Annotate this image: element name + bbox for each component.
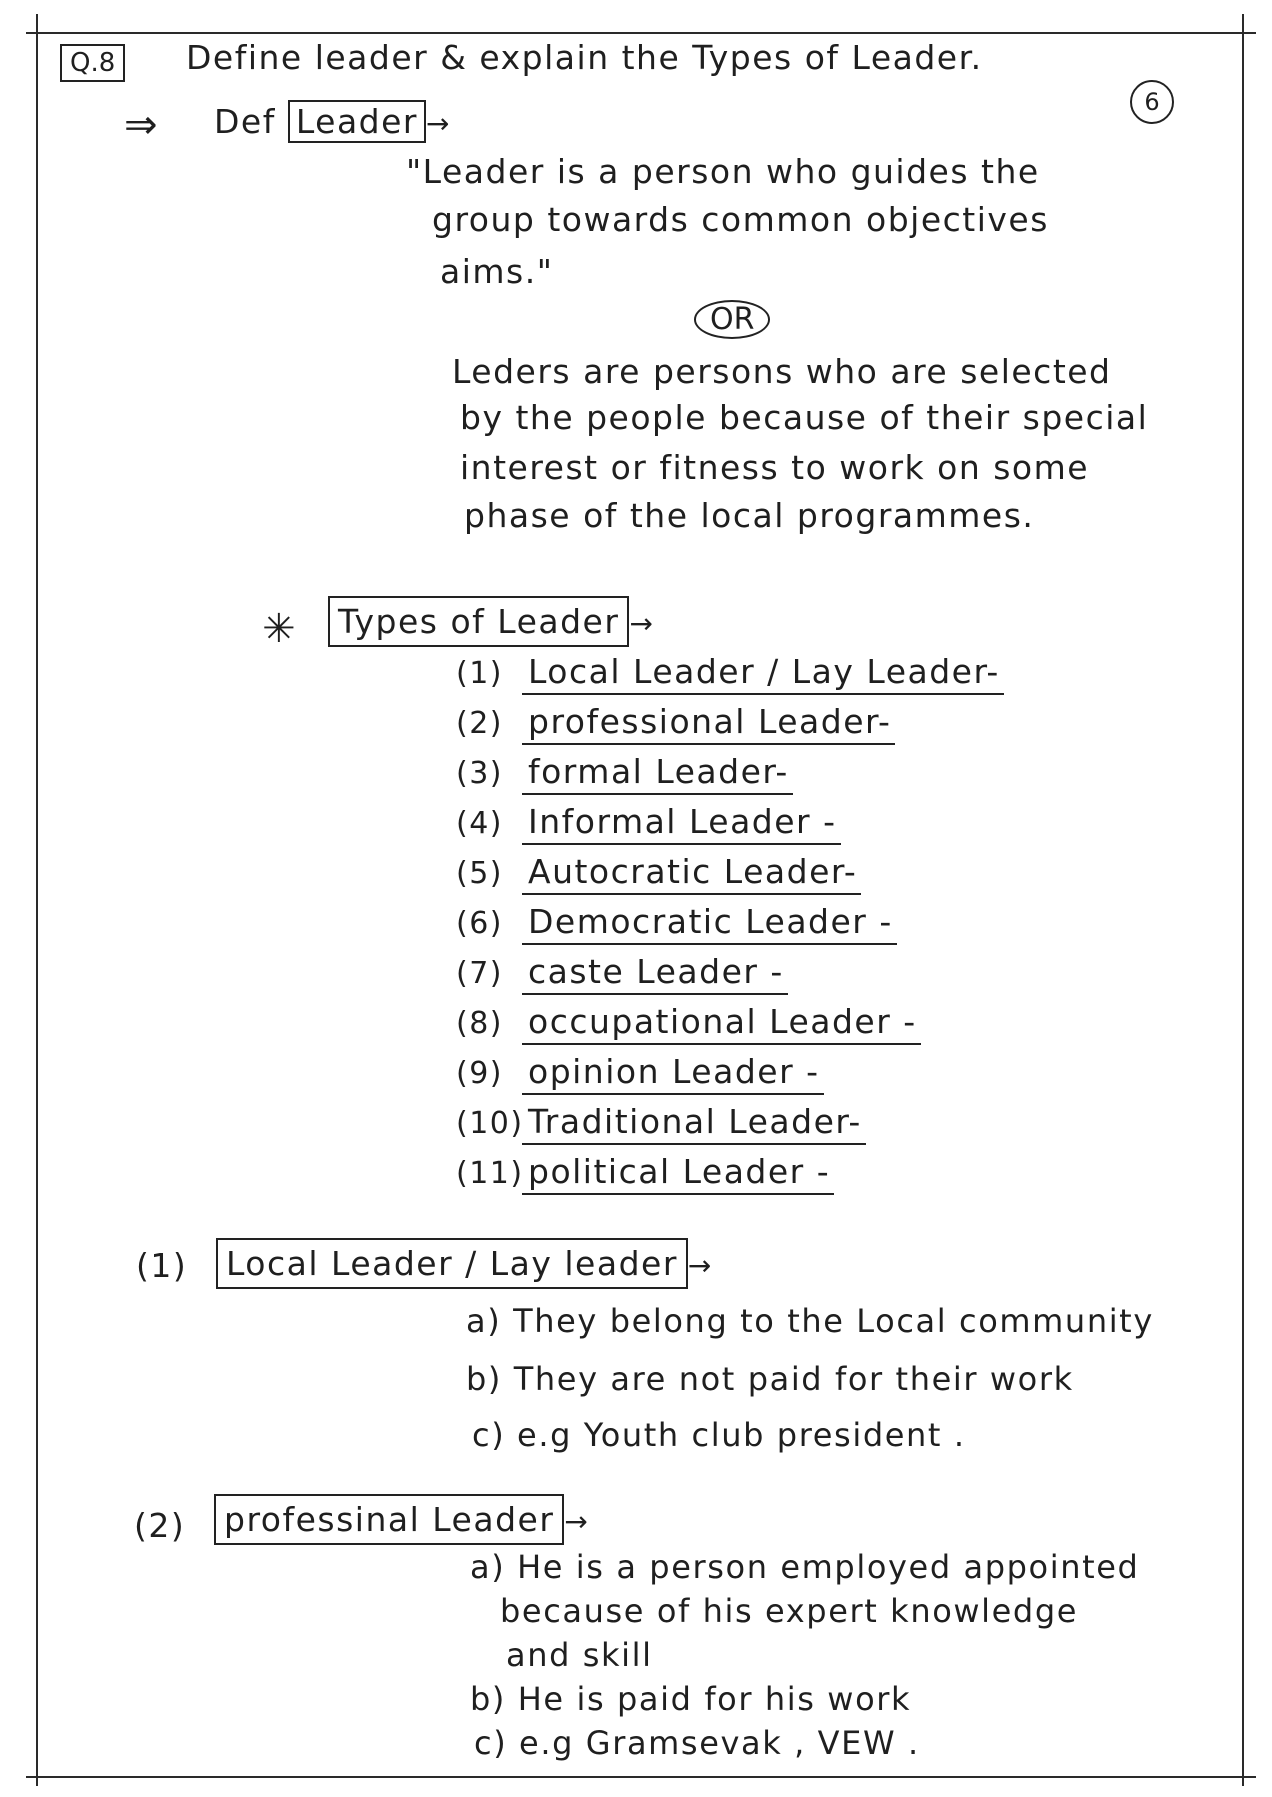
list-item xyxy=(456,752,793,791)
list-item xyxy=(456,1152,834,1191)
list-item-number: (10) xyxy=(456,1106,524,1141)
list-item xyxy=(456,1052,824,1091)
list-item-label: Autocratic Leader- xyxy=(522,852,861,895)
section-line: b) He is paid for his work xyxy=(470,1680,912,1718)
section-line: b) They are not paid for their work xyxy=(466,1360,1074,1398)
definition-term: Leader xyxy=(288,100,426,143)
right-rule xyxy=(1242,14,1244,1786)
definition-line: phase of the local programmes. xyxy=(464,496,1035,535)
marks-badge: 6 xyxy=(1130,80,1174,124)
list-item xyxy=(456,702,895,741)
left-rule xyxy=(36,14,38,1786)
section-heading-label: professinal Leader xyxy=(214,1494,564,1545)
section-line: c) e.g Youth club president . xyxy=(472,1416,966,1454)
list-item-number: (9) xyxy=(456,1056,503,1091)
list-item-number: (11) xyxy=(456,1156,524,1191)
list-item xyxy=(456,802,841,841)
section-heading-label: Local Leader / Lay leader xyxy=(216,1238,688,1289)
list-item xyxy=(456,852,861,891)
list-item xyxy=(456,902,897,941)
list-item xyxy=(456,952,788,991)
list-item-number: (7) xyxy=(456,956,503,991)
section-heading xyxy=(214,1494,589,1545)
definition-line: group towards common objectives xyxy=(432,200,1049,239)
right-arrow-icon: → xyxy=(426,107,451,140)
list-item xyxy=(456,1102,866,1141)
right-arrow-icon: → xyxy=(687,1249,713,1282)
list-item-label: caste Leader - xyxy=(522,952,788,995)
question-number: Q.8 xyxy=(60,44,125,82)
section-number: (2) xyxy=(134,1506,186,1545)
definition-line: interest or fitness to work on some xyxy=(460,448,1090,487)
or-label: OR xyxy=(694,300,770,339)
types-heading-label: Types of Leader xyxy=(328,596,629,647)
section-line: a) He is a person employed appointed xyxy=(470,1548,1140,1586)
list-item-number: (6) xyxy=(456,906,503,941)
section-line: c) e.g Gramsevak , VEW . xyxy=(474,1724,920,1762)
list-item-label: occupational Leader - xyxy=(522,1002,921,1045)
list-item-number: (4) xyxy=(456,806,503,841)
list-item-number: (1) xyxy=(456,656,503,691)
definition-heading xyxy=(214,100,451,143)
types-heading xyxy=(328,596,654,647)
bottom-rule xyxy=(26,1776,1256,1778)
list-item-label: Local Leader / Lay Leader- xyxy=(522,652,1004,695)
definition-line: aims." xyxy=(440,252,554,291)
section-line: because of his expert knowledge xyxy=(500,1592,1079,1630)
section-heading xyxy=(216,1238,713,1289)
list-item-label: opinion Leader - xyxy=(522,1052,824,1095)
list-item-label: Democratic Leader - xyxy=(522,902,897,945)
list-item-label: political Leader - xyxy=(522,1152,834,1195)
list-item-number: (5) xyxy=(456,856,503,891)
top-rule xyxy=(26,32,1256,34)
definition-line: by the people because of their special xyxy=(460,398,1149,437)
definition-prefix: Def xyxy=(214,102,276,141)
section-line: and skill xyxy=(506,1636,653,1674)
list-item-label: professional Leader- xyxy=(522,702,895,745)
list-item xyxy=(456,652,1004,691)
right-arrow-icon: → xyxy=(564,1505,590,1538)
list-item-label: Traditional Leader- xyxy=(522,1102,866,1145)
definition-line: "Leader is a person who guides the xyxy=(406,152,1040,191)
list-item-number: (2) xyxy=(456,706,503,741)
list-item-number: (3) xyxy=(456,756,503,791)
implies-arrow-icon: ⇒ xyxy=(124,102,158,148)
list-item-label: formal Leader- xyxy=(522,752,793,795)
asterisk-icon: ✳ xyxy=(262,606,296,652)
question-text: Define leader & explain the Types of Leader. xyxy=(186,38,983,77)
list-item-label: Informal Leader - xyxy=(522,802,841,845)
definition-line: Leders are persons who are selected xyxy=(452,352,1112,391)
section-number: (1) xyxy=(136,1246,188,1285)
list-item xyxy=(456,1002,921,1041)
right-arrow-icon: → xyxy=(629,607,655,640)
section-line: a) They belong to the Local community xyxy=(466,1302,1154,1340)
list-item-number: (8) xyxy=(456,1006,503,1041)
